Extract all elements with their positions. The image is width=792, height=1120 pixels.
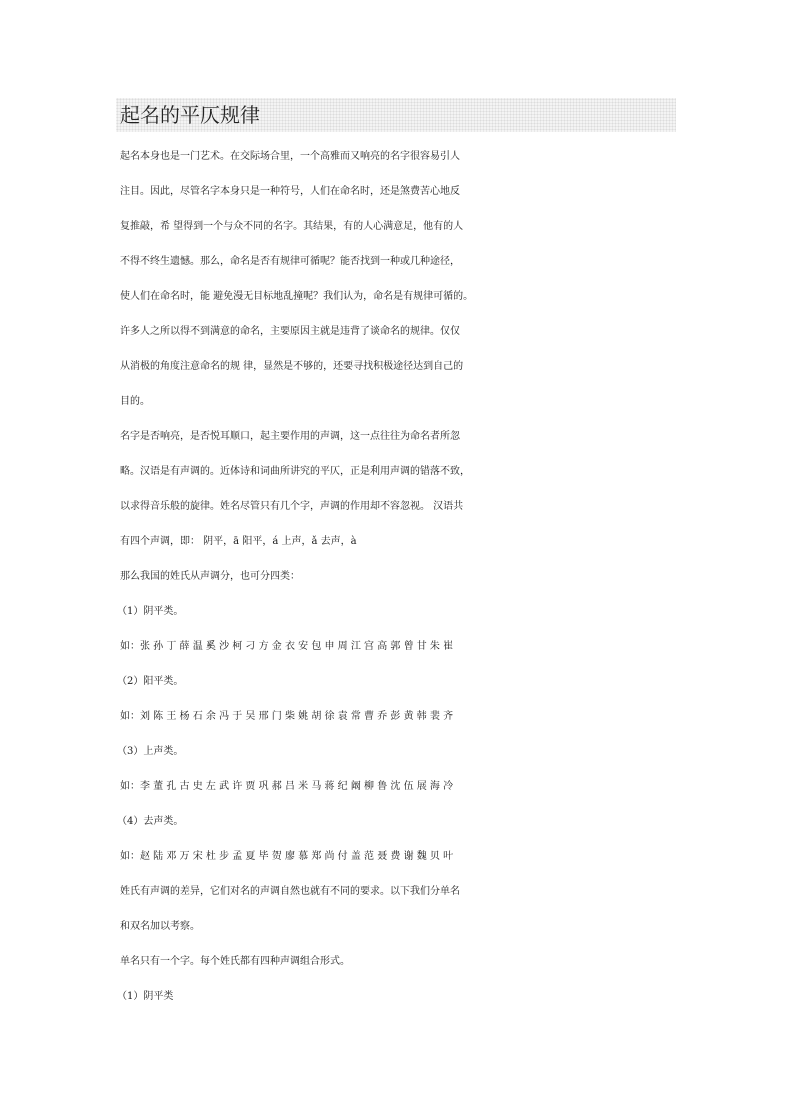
paragraph-line-1: 起名本身也是一门艺术。在交际场合里，一个高雅而又响亮的名字很容易引人 [120, 151, 460, 162]
page-title: 起名的平仄规律 [120, 103, 260, 127]
paragraph-line-2: 注目。因此，尽管名字本身只是一种符号，人们在命名时，还是煞费苦心地反 [120, 186, 460, 197]
surname-list-3: 如：李 董 孔 古 史 左 武 许 贾 巩 郝 吕 米 马 蒋 纪 阚 柳 鲁 沈 伍 展 海 冷 [120, 781, 454, 792]
document-body [117, 139, 680, 1014]
paragraph-line-23: 和双名加以考察。 [120, 921, 200, 932]
paragraph-line-22: 姓氏有声调的差异，它们对名的声调自然也就有不同的要求。以下我们分单名 [120, 886, 460, 897]
paragraph-line-4: 不得不终生遗憾。那么，命名是否有规律可循呢？能否找到一种或几种途径， [120, 256, 460, 267]
category-heading-5: （1）阴平类 [117, 991, 174, 1002]
tone-line: 有四个声调，即： 阴平，ā 阳平，á 上声，ǎ 去声，à [120, 536, 357, 547]
surname-list-1: 如：张 孙 丁 薛 温 奚 沙 柯 刁 方 金 衣 安 包 申 周 江 宫 高 郭 曾 甘 朱 崔 [120, 641, 454, 652]
category-heading-2: （2）阳平类。 [117, 676, 184, 687]
category-heading-1: （1）阴平类。 [117, 606, 184, 617]
surname-list-4: 如：赵 陆 邓 万 宋 杜 步 孟 夏 毕 贺 廖 慕 郑 尚 付 盖 范 聂 费 谢 魏 贝 叶 [120, 851, 454, 862]
category-heading-3: （3）上声类。 [117, 746, 184, 757]
paragraph-line-7: 从消极的角度注意命名的规 律，显然是不够的，还要寻找积极途径达到自己的 [120, 361, 464, 372]
paragraph-line-6: 许多人之所以得不到满意的命名，主要原因主就是违背了谈命名的规律。仅仅 [120, 326, 460, 337]
paragraph-line-5: 使人们在命名时，能 避免漫无目标地乱撞呢？我们认为，命名是有规律可循的。 [120, 291, 474, 302]
paragraph-line-8: 目的。 [120, 396, 150, 407]
paragraph-line-10: 略。汉语是有声调的。近体诗和词曲所讲究的平仄，正是利用声调的错落不致， [120, 466, 470, 477]
paragraph-line-11: 以求得音乐般的旋律。姓名尽管只有几个字，声调的作用却不容忽视。 汉语共 [120, 501, 464, 512]
surname-list-2: 如：刘 陈 王 杨 石 余 冯 于 吴 邢 门 柴 姚 胡 徐 袁 常 曹 乔 彭 黄 韩 裴 齐 [120, 711, 454, 722]
paragraph-line-3: 复推敲，希 望得到一个与众不同的名字。其结果，有的人心满意足，他有的人 [120, 221, 464, 232]
category-heading-4: （4）去声类。 [117, 816, 184, 827]
paragraph-line-24: 单名只有一个字。每个姓氏都有四种声调组合形式。 [120, 956, 350, 967]
paragraph-line-13: 那么我国的姓氏从声调分，也可分四类： [120, 571, 300, 582]
paragraph-line-9: 名字是否响亮，是否悦耳顺口，起主要作用的声调，这一点往往为命名者所忽 [120, 431, 460, 442]
